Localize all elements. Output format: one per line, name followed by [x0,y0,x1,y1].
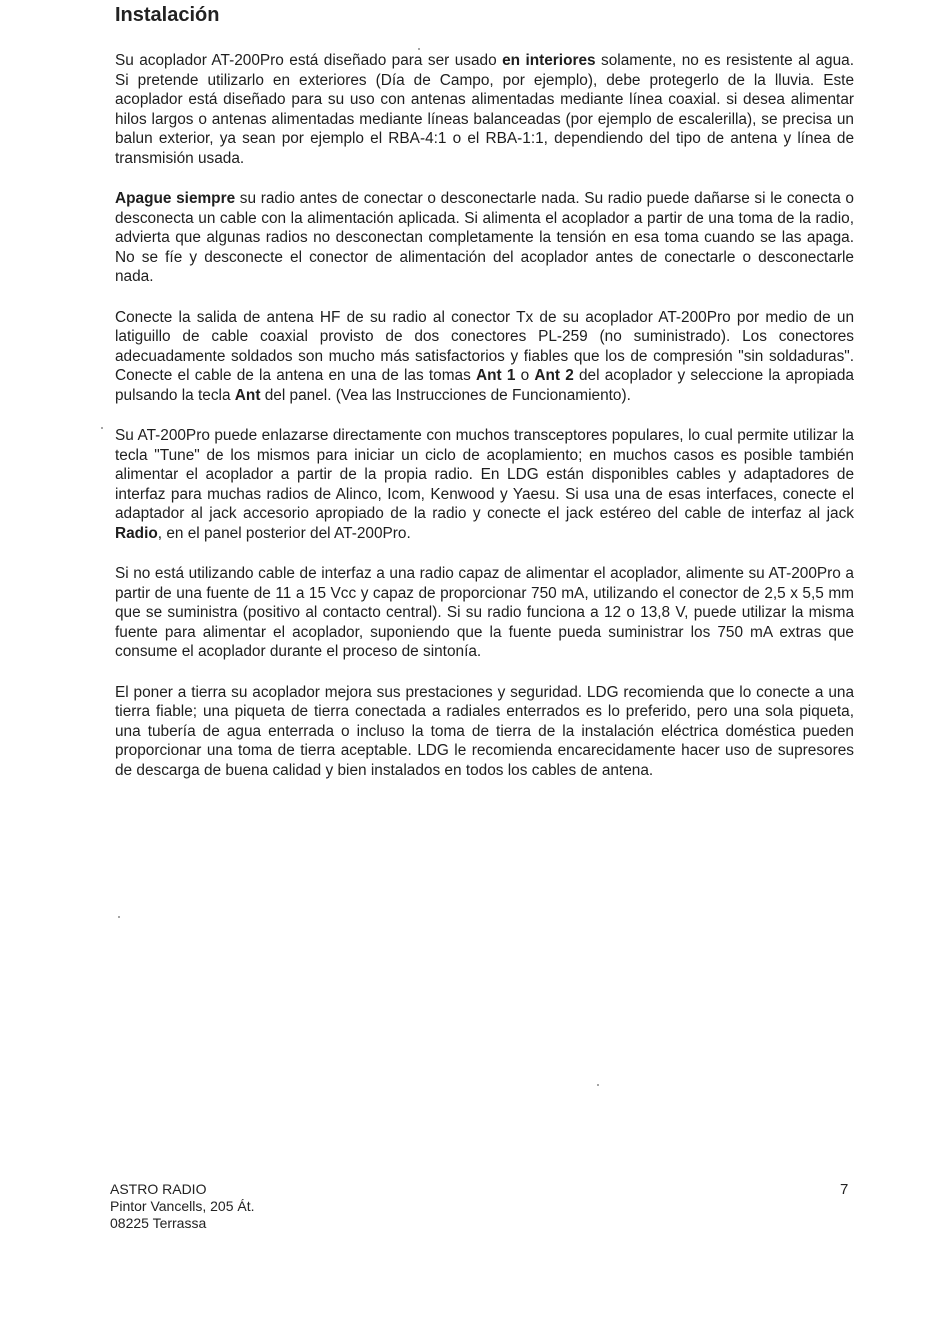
footer-street: Pintor Vancells, 205 Át. [110,1198,255,1214]
scan-speck [597,1084,599,1086]
paragraph-antenna-connection: Conecte la salida de antena HF de su radio al conector Tx de su acoplador AT-200Pro por medio de un latiguillo de cable coaxial provisto de dos conectores PL-259 (no suministrado). Los conectores adecuadamente soldados son mucho más satisfactorios y fiables que los de compresión "sin soldaduras". Conecte el cable de la antena en una de las tomas Ant 1 o Ant 2 del acoplador y seleccione la apropiada pulsando la tecla Ant del panel. (Vea las Instrucciones de Funcionamiento). [115,308,854,404]
footer-company: ASTRO RADIO [110,1181,207,1197]
paragraph-power-off: Apague siempre su radio antes de conectar o desconectarle nada. Su radio puede dañarse si le conecta o desconecta un cable con la alimentación aplicada. Si alimenta el acoplador a partir de una toma de la radio, advierta que algunas radios no desconectan completamente la tensión en esa toma cuando se las apaga. No se fíe y desconecte el conector de alimentación del acoplador antes de conectarle o desconectarle nada. [115,190,854,285]
body-text [115,51,854,801]
bold-text: Radio [115,524,158,542]
page-number: 7 [840,1181,849,1198]
footer-address [110,1181,254,1232]
paragraph-installation-indoor: Su acoplador AT-200Pro está diseñado para ser usado en interiores solamente, no es resistente al agua. Si pretende utilizarlo en exteriores (Día de Campo, por ejemplo), debe protegerlo de la lluvia. Este acoplador está diseñado para su uso con antenas alimentadas mediante línea coaxial. si desea alimentar hilos largos o antenas alimentadas mediante líneas balanceadas (por ejemplo de escalerilla), se precisa un balun exterior, ya sean por ejemplo el RBA-4:1 o el RBA-1:1, dependiendo del tipo de antena y línea de transmisión usada. [115,52,855,167]
scan-speck [418,48,420,50]
footer-city: 08225 Terrassa [110,1215,207,1231]
bold-text: Apague siempre [115,190,236,207]
paragraph-radio-interface: Su AT-200Pro puede enlazarse directamente con muchos transceptores populares, lo cual permite utilizar la tecla "Tune" de los mismos para iniciar un ciclo de acoplamiento; en muchos casos es posible también alimentar el acoplador a partir de la propia radio. En LDG están disponibles cables y adaptadores de interfaz para muchas radios de Alinco, Icom, Kenwood y Yaesu. Si usa una de esas interfaces, conecte el adaptador al jack accesorio apropiado de la radio y conecte el jack estéreo del cable de interfaz al jack Radio, en el panel posterior del AT-200Pro. [115,427,854,542]
bold-text: en interiores [502,52,596,69]
bold-text: Ant [234,386,261,404]
paragraph-grounding: El poner a tierra su acoplador mejora sus prestaciones y seguridad. LDG recomienda que lo conecte a una tierra fiable; una piqueta de tierra conectada a radiales enterrados es lo preferido, pero una sola piqueta, una tubería de agua enterrada o incluso la toma de tierra de la instalación eléctrica doméstica pueden proporcionar una toma de tierra aceptable. LDG le recomienda encarecidamente hacer uso de supresores de descarga de buena calidad y bien instalados en todos los cables de antena. [115,683,854,779]
bold-text: Ant 1 [476,367,516,384]
paragraph-power-supply: Si no está utilizando cable de interfaz a una radio capaz de alimentar el acoplador, alimente su AT-200Pro a partir de una fuente de 11 a 15 Vcc y capaz de proporcionar 750 mA, utilizando el conector de 2,5 x 5,5 mm que se suministra (positivo al contacto central). Si su radio funciona a 12 o 13,8 V, puede utilizar la misma fuente para alimentar el acoplador, suponiendo que la fuente pueda suministrar los 750 mA extras que consume el acoplador durante el proceso de sintonía. [115,565,854,660]
scan-speck [101,427,103,429]
scan-speck [118,916,120,918]
page-title: Instalación [115,4,220,26]
bold-text: Ant 2 [534,367,574,384]
